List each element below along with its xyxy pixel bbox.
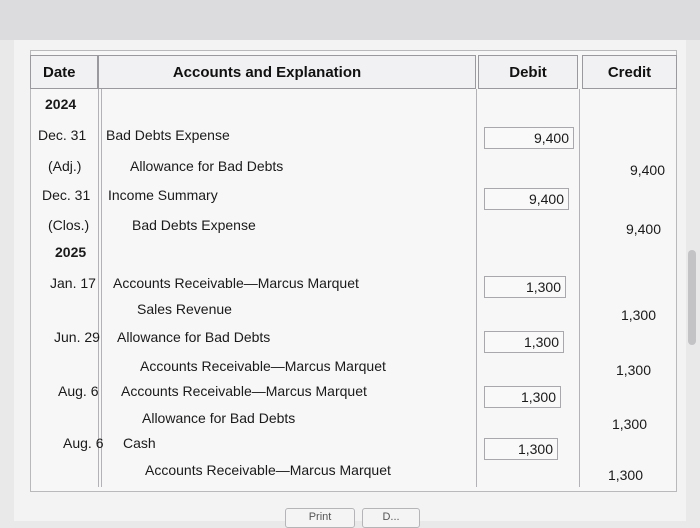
row-date: (Clos.): [48, 217, 90, 233]
done-button[interactable]: D...: [362, 508, 420, 528]
row-date: Jun. 29: [54, 329, 100, 345]
credit-value[interactable]: 9,400: [629, 162, 665, 178]
debit-value: 1,300: [523, 334, 559, 350]
credit-value[interactable]: 9,400: [625, 221, 661, 237]
credit-value[interactable]: 1,300: [607, 467, 643, 483]
debit-value: 9,400: [533, 130, 569, 146]
vertical-scrollbar[interactable]: [688, 250, 696, 345]
row-account[interactable]: Income Summary: [108, 187, 218, 203]
print-button[interactable]: Print: [285, 508, 355, 528]
row-date: Jan. 17: [50, 275, 96, 291]
row-account[interactable]: Allowance for Bad Debts: [142, 410, 296, 426]
header-credit: Credit: [582, 55, 677, 89]
year-2025: 2025: [55, 244, 87, 260]
row-account[interactable]: Accounts Receivable—Marcus Marquet: [121, 383, 367, 399]
row-date: Dec. 31: [42, 187, 91, 203]
browser-top-band: [0, 0, 700, 40]
header-accounts: Accounts and Explanation: [98, 55, 476, 89]
row-account[interactable]: Accounts Receivable—Marcus Marquet: [140, 358, 386, 374]
header-date: Date: [30, 55, 98, 89]
year-2024: 2024: [45, 96, 77, 112]
debit-value: 1,300: [517, 441, 553, 457]
row-account[interactable]: Accounts Receivable—Marcus Marquet: [145, 462, 391, 478]
row-account[interactable]: Sales Revenue: [137, 301, 232, 317]
row-account[interactable]: Bad Debts Expense: [132, 217, 256, 233]
row-date: Aug. 6: [63, 435, 104, 451]
debit-value: 1,300: [525, 279, 561, 295]
row-account[interactable]: Allowance for Bad Debts: [117, 329, 271, 345]
debit-value: 1,300: [520, 389, 556, 405]
row-account[interactable]: Bad Debts Expense: [106, 127, 230, 143]
row-account[interactable]: Accounts Receivable—Marcus Marquet: [113, 275, 359, 291]
column-divider-account: [476, 89, 477, 487]
credit-value[interactable]: 1,300: [620, 307, 656, 323]
debit-value: 9,400: [528, 191, 564, 207]
header-debit: Debit: [478, 55, 578, 89]
credit-value[interactable]: 1,300: [615, 362, 651, 378]
row-date: Aug. 6: [58, 383, 99, 399]
row-date: (Adj.): [48, 158, 82, 174]
row-date: Dec. 31: [38, 127, 87, 143]
column-divider-date: [98, 89, 99, 487]
column-divider-date-inner: [101, 89, 102, 487]
credit-value[interactable]: 1,300: [611, 416, 647, 432]
row-account[interactable]: Cash: [123, 435, 156, 451]
row-account[interactable]: Allowance for Bad Debts: [130, 158, 284, 174]
